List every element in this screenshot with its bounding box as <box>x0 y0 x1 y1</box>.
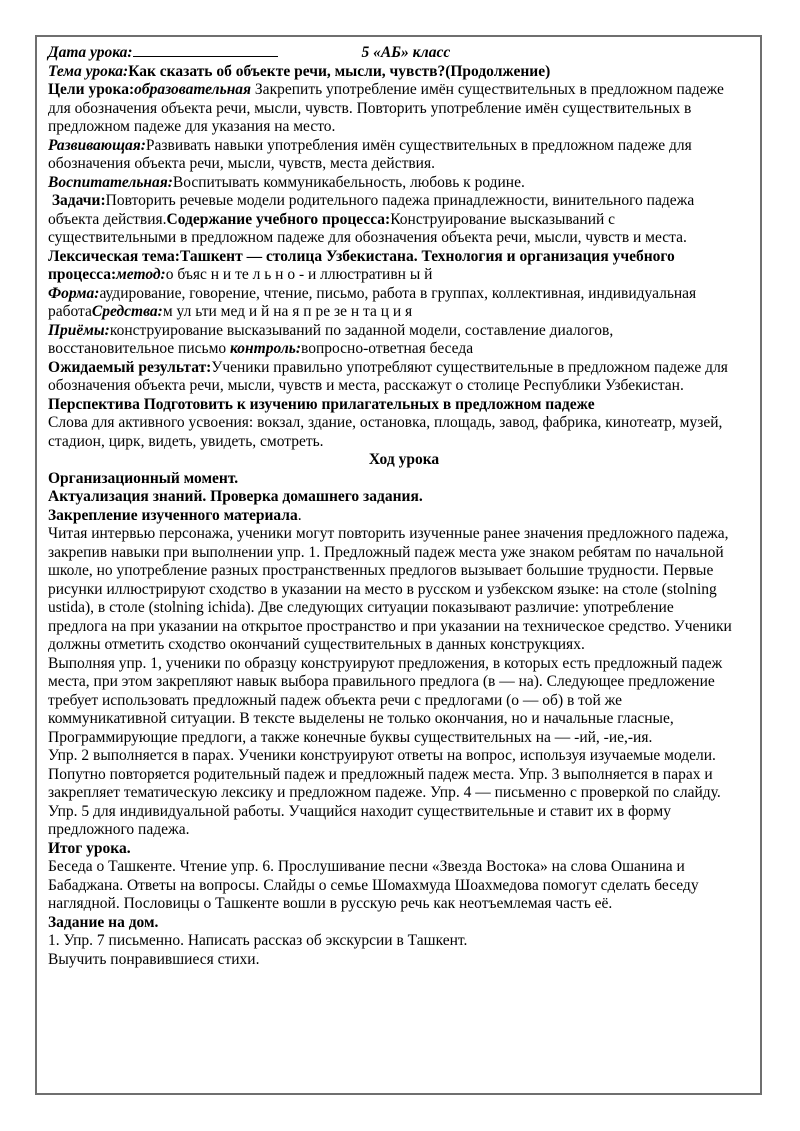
edu-goal-label: образовательная <box>134 81 252 98</box>
tasks-line-1 <box>48 192 760 211</box>
para2-line: требует использовать предложный падеж объекта речи с предлогами (о — об) в той же <box>48 691 623 709</box>
summary-line: Бабаджана. Ответы на вопросы. Слайды о семье Шомахмуда Шоахмедова помогут сделать беседу <box>48 876 699 894</box>
para3-line: Попутно повторяется родительный падеж и предложный падеж места. Упр. 3 выполняется в парах и <box>48 765 713 783</box>
para2-line: Программирующие предлоги, а также конечные буквы существительных на — -ий, -ие,-ия. <box>48 728 653 746</box>
stage-actualization: Актуализация знаний. Проверка домашнего задания. <box>48 488 423 505</box>
para3-line: закрепляет тематическую лексику и предложном падеже. Упр. 4 — письменно с проверкой по слайду. <box>48 784 721 801</box>
lexical-text: Ташкент — столица Узбекистана. Технология и организация учебного <box>179 247 675 265</box>
lexical-line-2 <box>48 266 760 285</box>
upb-goal-text: Воспитывать коммуникабельность, любовь к родине. <box>172 173 525 191</box>
techniques-text-2: восстановительное письмо <box>48 340 231 357</box>
class-label: 5 «АБ» класс <box>361 44 451 61</box>
summary-heading: Итог урока. <box>48 839 131 857</box>
perspective-line: Перспектива Подготовить к изучению прилагательных в предложном падеже <box>48 395 595 413</box>
techniques-text: конструирование высказываний по заданной модели, составление диалогов, <box>109 321 614 339</box>
summary-line: наглядной. Пословицы о Ташкенте вошли в русскую речь как неотъемлемая часть её. <box>48 895 613 912</box>
para1-line: должны отметить сходство окончаний существительных в данных конструкциях. <box>48 636 585 653</box>
upb-goal-line <box>48 174 760 193</box>
date-label: Дата урока: <box>48 44 133 61</box>
result-label: Ожидаемый результат: <box>48 358 212 376</box>
method-text: о бъяс н и те л ь н о - и ллюстративн ы й <box>165 266 433 283</box>
para3-line: Упр. 2 выполняется в парах. Ученики конструируют ответы на вопрос, используя изучаемые модели. <box>48 747 716 764</box>
control-label: контроль: <box>230 340 302 357</box>
homework-line: Выучить понравившиеся стихи. <box>48 950 260 968</box>
form-text: аудирование, говорение, чтение, письмо, работа в группах, коллективная, индивидуальная <box>99 284 697 302</box>
para1-line: закрепив навыки при выполнении упр. 1. Предложный падеж места уже знаком ребятам по начальной <box>48 543 724 561</box>
goals-line-2: для обозначения объекта речи, мысли, чувств. Повторить употребление имён существительных в <box>48 99 692 117</box>
tasks-text: Повторить речевые модели родительного падежа принадлежности, винительного падежа <box>105 192 695 209</box>
stage-organizational: Организационный момент. <box>48 469 239 487</box>
topic-text: Как сказать об объекте речи, мысли, чувств?(Продолжение) <box>128 62 551 80</box>
dev-goal-text: Развивать навыки употребления имён существительных в предложном падеже для <box>145 136 692 154</box>
goals-line-1 <box>48 81 760 100</box>
means-label: Средства: <box>91 303 163 320</box>
form-text-2: работа <box>48 303 92 320</box>
lexical-line-1 <box>48 248 760 267</box>
homework-line: 1. Упр. 7 письменно. Написать рассказ об экскурсии в Ташкент. <box>48 932 468 949</box>
para1-line: ustida), в столе (stolning ichida). Две следующих ситуации показывают различие: употребление <box>48 599 674 616</box>
para3-line: предложного падежа. <box>48 821 190 838</box>
form-line-1 <box>48 285 760 304</box>
lesson-heading: Ход урока <box>368 451 440 468</box>
lexical-label: Лексическая тема: <box>48 247 180 265</box>
means-text: м ул ьти мед и й на я п ре зе н та ц и я <box>162 303 413 320</box>
para2-line: места, при этом закрепляют навык выбора правильного предлога (в — на). Следующее предложение <box>48 673 715 690</box>
para1-line: рисунки иллюстрируют сходство в указании на место в русском и узбекском языке: на столе (stolning <box>48 580 717 598</box>
upb-goal-label: Воспитательная: <box>48 173 173 191</box>
para2-line: Выполняя упр. 1, ученики по образцу конструируют предложения, в которых есть предложный падеж <box>48 654 723 672</box>
dev-goal-line-1 <box>48 137 760 156</box>
tasks-label: Задачи: <box>48 192 106 209</box>
summary-line: Беседа о Ташкенте. Чтение упр. 6. Прослушивание песни «Звезда Востока» на слова Ошанина и <box>48 858 685 875</box>
header-line <box>48 44 760 63</box>
process-label: процесса: <box>48 266 117 283</box>
tasks-line-2 <box>48 211 760 230</box>
content-label: Содержание учебного процесса: <box>166 210 391 228</box>
result-text: Ученики правильно употребляют существительные в предложном падеже для <box>211 358 728 376</box>
result-line-1 <box>48 359 760 378</box>
stage-consolidation-line <box>48 507 760 526</box>
techniques-label: Приёмы: <box>48 321 110 339</box>
stage-consolidation: Закрепление изученного материала <box>48 506 298 524</box>
result-line-2: обозначения объекта речи, мысли, чувств и места, расскажут о столице Республики Узбекистан. <box>48 377 684 394</box>
tasks-text-2: объекта действия. <box>48 210 167 228</box>
para1-line: школе, но употребление разных пространственных предлогов вызывает большие трудности. Первые <box>48 562 714 579</box>
form-label: Форма: <box>48 284 100 302</box>
dev-goal-label: Развивающая: <box>48 136 146 154</box>
vocab-line-2: стадион, цирк, видеть, увидеть, смотреть. <box>48 432 324 450</box>
edu-goal-text: Закрепить употребление имён существительных в предложном падеже <box>251 81 724 98</box>
para1-line: Читая интервью персонажа, ученики могут повторить изученные ранее значения предложного падежа, <box>48 525 729 542</box>
topic-line <box>48 63 760 82</box>
vocab-line-1: Слова для активного усвоения: вокзал, здание, остановка, площадь, завод, фабрика, кинотеатр, музей, <box>48 414 723 431</box>
date-blank[interactable] <box>133 44 278 57</box>
para1-line: предлога на при указании на открытое пространство и при указании на техническое средство. Ученики <box>48 617 732 635</box>
method-label: метод: <box>116 266 166 283</box>
techniques-line-2 <box>48 340 760 359</box>
form-line-2 <box>48 303 760 322</box>
control-text: вопросно-ответная беседа <box>301 340 474 357</box>
tasks-line-3: существительными в предложном падеже для обозначения объекта речи, мысли, чувств и места. <box>48 229 687 246</box>
goals-line-3: предложном падеже для указания на место. <box>48 118 336 135</box>
content-text: Конструирование высказываний с <box>390 210 616 228</box>
topic-label: Тема урока: <box>48 62 129 80</box>
para3-line: Упр. 5 для индивидуальной работы. Учащийся находит существительные и ставит их в форму <box>48 802 671 820</box>
stage-consolidation-dot: . <box>297 506 302 524</box>
techniques-line-1 <box>48 322 760 341</box>
lesson-plan-document <box>48 44 760 969</box>
dev-goal-line-2: обозначения объекта речи, мысли, чувств, места действия. <box>48 155 435 172</box>
homework-heading: Задание на дом. <box>48 913 159 931</box>
para2-line: коммуникативной ситуации. В тексте выделены не только окончания, но и начальные гласные, <box>48 710 674 727</box>
goals-label: Цели урока: <box>48 81 135 98</box>
